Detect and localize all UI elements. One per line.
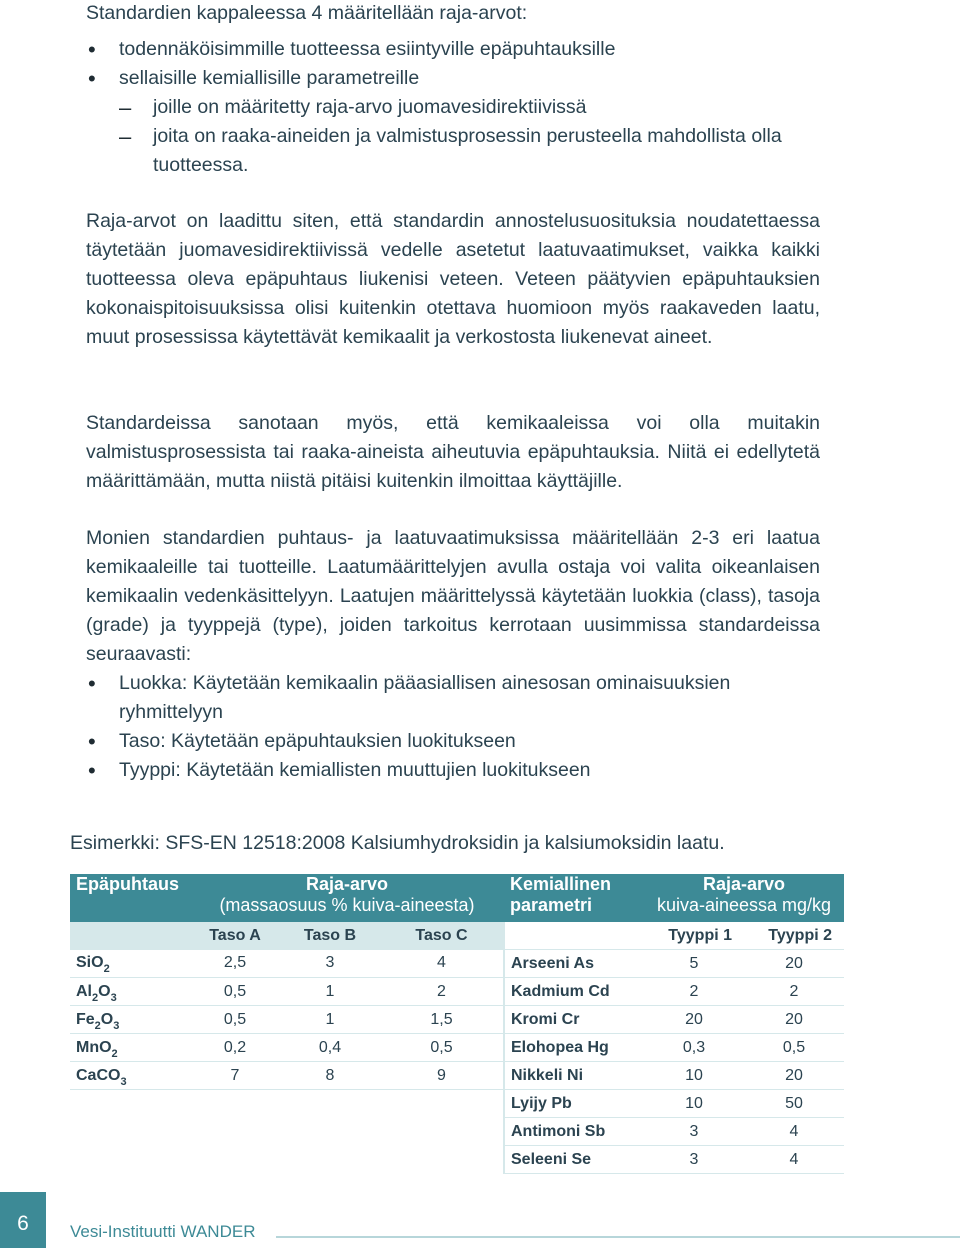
value-cell: 2	[644, 978, 744, 1006]
value-cell: 20	[744, 1006, 844, 1034]
dash-item: – joille on määritetty raja-arvo juomavesidirektiivissä	[119, 93, 820, 122]
parameter-cell: Antimoni Sb	[504, 1118, 644, 1146]
value-cell: 4	[744, 1146, 844, 1174]
list-item	[86, 64, 820, 180]
table-subheader	[70, 922, 844, 950]
subheader-tyyppi-2: Tyyppi 2	[744, 922, 844, 950]
impurity-cell: $Al_2O_3$	[70, 978, 190, 1006]
value-cell: 20	[644, 1006, 744, 1034]
list-item: • Tyyppi: Käytetään kemiallisten muuttujien luokitukseen	[86, 756, 820, 785]
value-cell: 2	[744, 978, 844, 1006]
limit-list	[86, 35, 820, 180]
parameter-cell: Seleeni Se	[504, 1146, 644, 1174]
value-cell: 5	[644, 950, 744, 978]
subheader-taso-c: Taso C	[380, 922, 504, 950]
parameter-cell: Nikkeli Ni	[504, 1062, 644, 1090]
paragraph: Raja-arvot on laadittu siten, että standardin annostelusuosituksia noudatettaessa täytetään juomavesidirektiivissä vedelle asetetut laatuvaatimukset, vaikka kaikki tuotteessa oleva epäpuhtaus liukenisi veteen. Veteen päätyvien epäpuhtauksien kokonaispitoisuuksissa olisi kuitenkin otettava huomioon myös raakaveden laatu, muut prosessissa käytettävät kemikaalit ja verkostosta liukenevat aineet.	[86, 210, 820, 348]
value-cell: 0,4	[280, 1034, 380, 1062]
value-cell: 7	[190, 1062, 280, 1090]
parameter-cell: Kromi Cr	[504, 1006, 644, 1034]
table-row	[70, 950, 844, 978]
value-cell: 0,2	[190, 1034, 280, 1062]
value-cell: 0,5	[744, 1034, 844, 1062]
value-cell: 50	[744, 1090, 844, 1118]
value-cell: 4	[380, 950, 504, 978]
value-cell: 0,5	[190, 1006, 280, 1034]
value-cell: 3	[280, 950, 380, 978]
parameter-cell: Elohopea Hg	[504, 1034, 644, 1062]
header-impurity: Epäpuhtaus	[70, 874, 190, 922]
table-row	[70, 1034, 844, 1062]
paragraph: Standardeissa sanotaan myös, että kemikaaleissa voi olla muitakin valmistusprosessista tai raaka-aineista aiheutuvia epäpuhtauksia. Niitä ei edellytetä määrittämään, mutta niistä pitäisi kuitenkin ilmoittaa käyttäjille.	[86, 412, 820, 492]
subheader-tyyppi-1: Tyyppi 1	[644, 922, 744, 950]
list-item: • todennäköisimmille tuotteessa esiintyville epäpuhtauksille	[86, 35, 820, 64]
impurity-cell: $Fe_2O_3$	[70, 1006, 190, 1034]
value-cell: 8	[280, 1062, 380, 1090]
value-cell: 3	[644, 1118, 744, 1146]
table-row	[70, 1006, 844, 1034]
table-row	[70, 978, 844, 1006]
header-chemical-parameter: Kemiallinen parametri	[504, 874, 644, 922]
value-cell: 9	[380, 1062, 504, 1090]
value-cell: 10	[644, 1062, 744, 1090]
value-cell: 4	[744, 1118, 844, 1146]
subheader-taso-a: Taso A	[190, 922, 280, 950]
intro-text: Standardien kappaleessa 4 määritellään raja-arvot:	[86, 2, 528, 24]
list-item: • Luokka: Käytetään kemikaalin pääasiallisen ainesosan ominaisuuksien ryhmittelyyn	[86, 669, 820, 727]
impurity-cell: MnO$_2$	[70, 1034, 190, 1062]
classification-list	[86, 669, 820, 785]
impurity-cell: SiO$_2$	[70, 950, 190, 978]
value-cell: 0,5	[380, 1034, 504, 1062]
subheader-taso-b: Taso B	[280, 922, 380, 950]
parameter-cell: Kadmium Cd	[504, 978, 644, 1006]
publisher-name: Vesi-Instituutti WANDER	[70, 1222, 256, 1241]
paragraph: Monien standardien puhtaus- ja laatuvaatimuksissa määritellään 2-3 eri laatua kemikaaleille tai tuotteille. Laatumäärittelyjen avulla ostaja voi valita oikeanlaisen kemikaalin vedenkäsittelyyn. Laatujen määrittelyssä käytetään luokkia (class), tasoja (grade) ja tyyppejä (type), joiden tarkoitus kerrotaan uusimmissa standardeissa seuraavasti:	[86, 527, 820, 665]
table-row	[70, 1118, 844, 1146]
list-item: • Taso: Käytetään epäpuhtauksien luokitukseen	[86, 727, 820, 756]
value-cell: 1,5	[380, 1006, 504, 1034]
value-cell: 0,5	[190, 978, 280, 1006]
value-cell: 10	[644, 1090, 744, 1118]
value-cell: 1	[280, 978, 380, 1006]
table-header	[70, 874, 844, 922]
example-caption: Esimerkki: SFS-EN 12518:2008 Kalsiumhydroksidin ja kalsiumoksidin laatu.	[70, 832, 725, 854]
table-row	[70, 1090, 844, 1118]
table-row	[70, 1062, 844, 1090]
limit-values-table	[70, 874, 844, 1174]
table-row	[70, 1146, 844, 1174]
dash-list	[119, 93, 820, 180]
value-cell: 1	[280, 1006, 380, 1034]
value-cell: 3	[644, 1146, 744, 1174]
value-cell: 2	[380, 978, 504, 1006]
parameter-cell: Arseeni As	[504, 950, 644, 978]
header-limit-dry: Raja-arvo kuiva-aineessa mg/kg	[644, 874, 844, 922]
value-cell: 20	[744, 1062, 844, 1090]
parameter-cell: Lyijy Pb	[504, 1090, 644, 1118]
value-cell: 20	[744, 950, 844, 978]
dash-item: – joita on raaka-aineiden ja valmistusprosessin perusteella mahdollista olla tuotteessa.	[119, 122, 820, 180]
impurity-cell: CaCO$_3$	[70, 1062, 190, 1090]
footer-divider	[276, 1236, 960, 1238]
page-number: 6	[0, 1192, 46, 1248]
value-cell: 2,5	[190, 950, 280, 978]
header-limit-mass: Raja-arvo (massaosuus % kuiva-aineesta)	[190, 874, 504, 922]
value-cell: 0,3	[644, 1034, 744, 1062]
list-item-text: sellaisille kemiallisille parametreille	[119, 67, 420, 89]
